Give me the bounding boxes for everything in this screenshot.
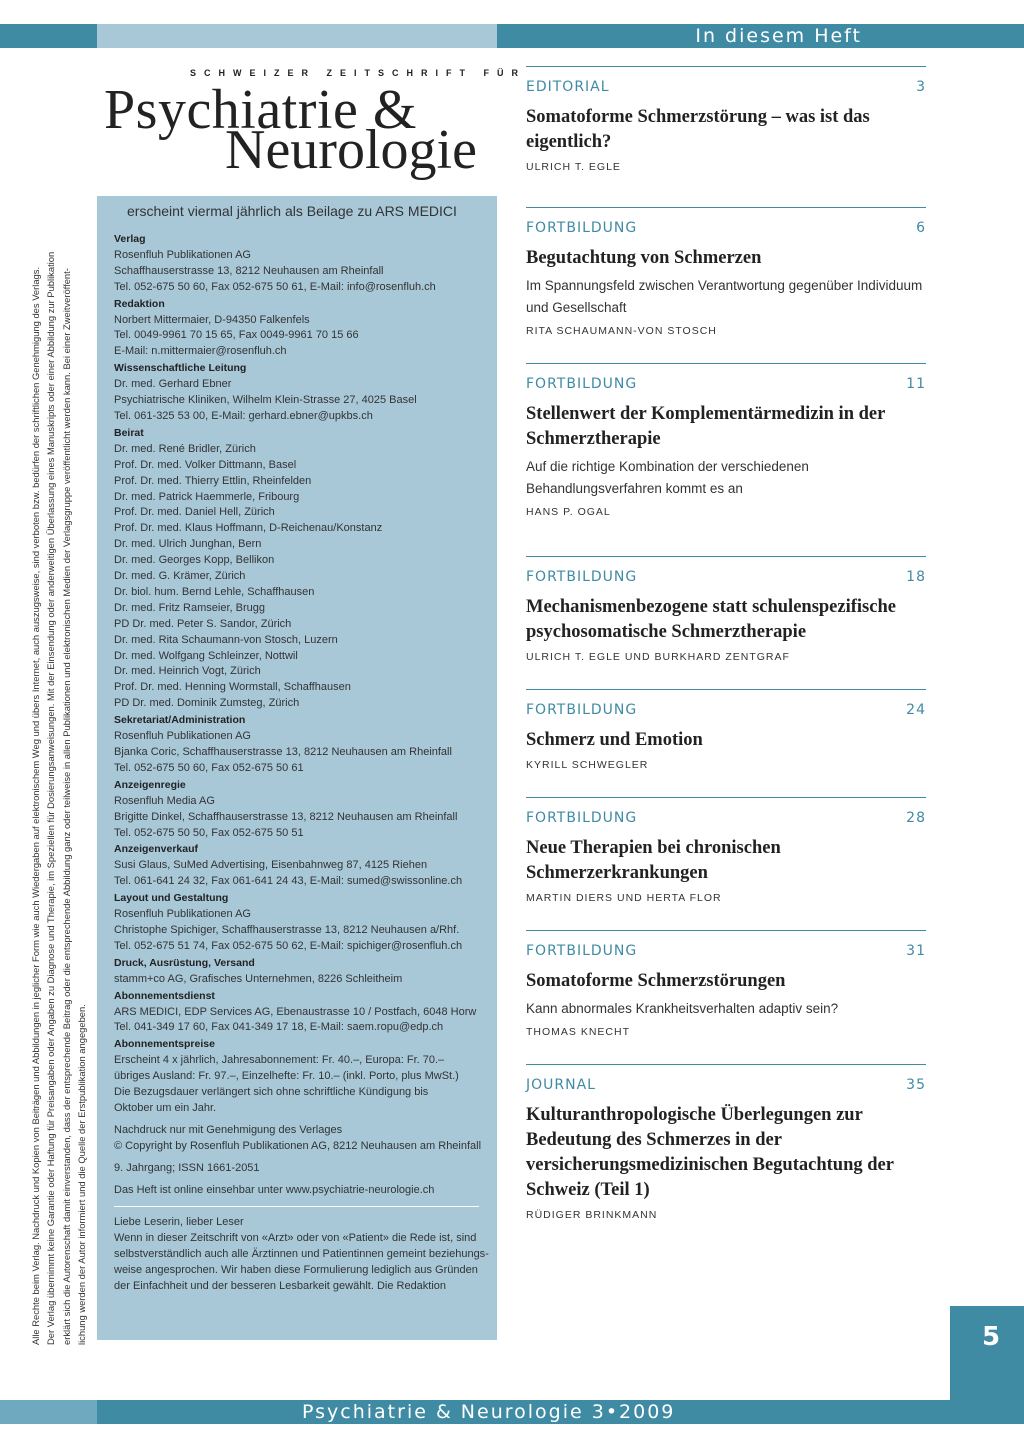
reader-note-line: Wenn in dieser Zeitschrift von «Arzt» oder von «Patient» die Rede ist, sind [114,1232,477,1245]
imprint-heading: Wissenschaftliche Leitung [114,362,247,375]
imprint-line: Brigitte Dinkel, Schaffhauserstrasse 13, 8212 Neuhausen am Rheinfall [114,810,458,823]
imprint-heading: Anzeigenverkauf [114,843,199,856]
imprint-line: Tel. 052-675 51 74, Fax 052-675 50 62, E-Mail: spichiger@rosenfluh.ch [114,939,463,952]
toc-article-subtitle: Auf die richtige Kombination der verschiedenen Behandlungsverfahren kommt es an [526,459,809,496]
legal-line: erklärt sich die Autorenschaft damit einverstanden, dass der entsprechende Beitrag oder die entsprechende Abbildung ganz oder teilweise in allen Publikationen und elektronischen Medien der Verlagsgruppe veröffentlicht werden kann. Bei einer Zweitveröffent- [60,268,72,1345]
toc-article-title: Stellenwert der Komplementärmedizin in der Schmerztherapie [526,404,885,449]
imprint-line: Rosenfluh Publikationen AG [114,730,251,743]
imprint-heading: Druck, Ausrüstung, Versand [114,956,255,969]
toc-entry[interactable] [526,363,926,518]
toc-article-title: Neue Therapien bei chronischen Schmerzerkrankungen [526,838,781,883]
imprint-line: Dr. med. G. Krämer, Zürich [114,570,246,583]
imprint-line: Dr. med. Georges Kopp, Bellikon [114,554,275,567]
imprint-heading: Abonnementspreise [114,1038,215,1051]
toc-page-number: 11 [906,376,926,392]
imprint-heading: Verlag [114,233,146,245]
imprint-line: Schaffhauserstrasse 13, 8212 Neuhausen am Rheinfall [114,264,384,277]
imprint-line: PD Dr. med. Peter S. Sandor, Zürich [114,617,292,630]
toc-entry-header [526,376,926,392]
imprint-line: PD Dr. med. Dominik Zumsteg, Zürich [114,697,300,710]
toc-page-number: 3 [916,79,926,95]
imprint-divider [114,1206,479,1207]
imprint-line: Christophe Spichiger, Schaffhauserstrasse 13, 8212 Neuhausen a/Rhf. [114,923,460,936]
imprint-line: Dr. med. Patrick Haemmerle, Fribourg [114,490,300,503]
imprint-line: Psychiatrische Kliniken, Wilhelm Klein-Strasse 27, 4025 Basel [114,394,417,407]
imprint-line: Prof. Dr. med. Thierry Ettlin, Rheinfelden [114,474,312,487]
imprint-line: Prof. Dr. med. Volker Dittmann, Basel [114,458,297,471]
toc-category: FORTBILDUNG [526,569,638,585]
reader-note-line: der Einfachheit und der besseren Lesbarkeit gewählt. Die Redaktion [114,1280,447,1293]
imprint-line: Tel. 052-675 50 50, Fax 052-675 50 51 [114,826,304,839]
toc-entry-header [526,220,926,236]
toc-article-author: THOMAS KNECHT [526,1026,631,1038]
imprint-line: Tel. 061-325 53 00, E-Mail: gerhard.ebner@upkbs.ch [114,409,373,422]
toc-entry[interactable] [526,1064,926,1221]
page-number: 5 [982,1322,1001,1352]
imprint-line: Dr. med. Gerhard Ebner [114,378,232,391]
imprint-heading: Sekretariat/Administration [114,714,246,727]
toc-entry-header [526,702,926,718]
toc-article-subtitle: Im Spannungsfeld zwischen Verantwortung gegenüber Individuum und Gesellschaft [526,278,923,315]
reader-note-line: Liebe Leserin, lieber Leser [114,1216,244,1229]
imprint-intro: erscheint viermal jährlich als Beilage zu ARS MEDICI [127,203,457,219]
imprint-note: 9. Jahrgang; ISSN 1661-2051 [114,1161,260,1174]
toc-category: FORTBILDUNG [526,702,638,718]
imprint-line: Rosenfluh Media AG [114,794,215,807]
table-of-contents [526,66,926,1221]
toc-entry-header [526,569,926,585]
imprint-heading: Redaktion [114,297,165,310]
toc-page-number: 24 [906,702,926,718]
toc-article-author: ULRICH T. EGLE UND BURKHARD ZENTGRAF [526,651,790,663]
toc-page-number: 35 [906,1077,926,1093]
legal-line: Der Verlag übernimmt keine Garantie oder Haftung für Preisangaben oder Angaben zu Diagnose und Therapie, im Speziellen für Dosierungsanweisungen. Mit der Einsendung oder anderweitigen Überlassung eines Manuskripts oder einer Abbildung zur Publikation [45,251,57,1345]
toc-entry-header [526,943,926,959]
imprint-line: Prof. Dr. med. Henning Wormstall, Schaffhausen [114,681,351,694]
imprint-line: Dr. biol. hum. Bernd Lehle, Schaffhausen [114,585,315,598]
imprint-line: Dr. med. Rita Schaumann-von Stosch, Luzern [114,633,338,646]
imprint-line: Prof. Dr. med. Daniel Hell, Zürich [114,506,275,519]
imprint-line: stamm+co AG, Grafisches Unternehmen, 8226 Schleitheim [114,972,403,985]
imprint-heading: Beirat [114,426,144,439]
toc-article-subtitle: Kann abnormales Krankheitsverhalten adaptiv sein? [526,1001,839,1016]
toc-entry[interactable] [526,689,926,771]
legal-notice [28,195,90,1345]
toc-article-title: Mechanismenbezogene statt schulenspezifische psychosomatische Schmerztherapie [526,597,896,642]
imprint-line: Dr. med. Heinrich Vogt, Zürich [114,665,261,678]
toc-entry-header [526,810,926,826]
imprint-line: Tel. 052-675 50 60, Fax 052-675 50 61 [114,761,304,774]
imprint-line: Rosenfluh Publikationen AG [114,908,251,921]
toc-category: EDITORIAL [526,79,610,95]
toc-entry[interactable] [526,207,926,337]
toc-article-title: Somatoforme Schmerzstörung – was ist das eigentlich? [526,107,870,152]
imprint-line: Tel. 061-641 24 32, Fax 061-641 24 43, E-Mail: sumed@swissonline.ch [114,875,463,888]
legal-line: lichung werden der Autor informiert und die Quelle der Erstpublikation angegeben. [76,1004,88,1345]
toc-entry-header [526,79,926,95]
toc-article-title: Somatoforme Schmerzstörungen [526,971,786,991]
imprint-line: übriges Ausland: Fr. 97.–, Einzelhefte: Fr. 10.– (inkl. Porto, plus MwSt.) [114,1070,459,1083]
toc-page-number: 31 [906,943,926,959]
toc-article-title: Begutachtung von Schmerzen [526,248,762,268]
imprint-line: Dr. med. Fritz Ramseier, Brugg [114,601,265,614]
imprint-line: Dr. med. Ulrich Junghan, Bern [114,538,262,551]
toc-article-author: RITA SCHAUMANN-VON STOSCH [526,325,717,337]
section-title: In diesem Heft [695,25,862,47]
imprint-line: Susi Glaus, SuMed Advertising, Eisenbahnweg 87, 4125 Riehen [114,859,428,872]
toc-article-title: Schmerz und Emotion [526,730,703,750]
imprint-line: Bjanka Coric, Schaffhauserstrasse 13, 8212 Neuhausen am Rheinfall [114,746,452,758]
imprint-line: Norbert Mittermaier, D-94350 Falkenfels [114,313,310,326]
imprint-heading: Anzeigenregie [114,778,186,791]
toc-entry-header [526,1077,926,1093]
imprint-line: E-Mail: n.mittermaier@rosenfluh.ch [114,345,287,358]
toc-entry[interactable] [526,797,926,904]
toc-page-number: 6 [916,220,926,236]
toc-category: FORTBILDUNG [526,376,638,392]
imprint-line: ARS MEDICI, EDP Services AG, Ebenaustrasse 10 / Postfach, 6048 Horw [114,1005,477,1018]
toc-article-author: RÜDIGER BRINKMANN [526,1209,658,1221]
page-number-tab [950,1306,1024,1400]
imprint-heading: Abonnementsdienst [114,989,215,1002]
imprint-line: Dr. med. Wolfgang Schleinzer, Nottwil [114,649,298,662]
imprint-line: Rosenfluh Publikationen AG [114,248,251,261]
toc-article-author: HANS P. OGAL [526,506,611,518]
reader-note-line: selbstverständlich auch alle Ärztinnen und Patientinnen gemeint beziehungs- [114,1248,489,1261]
toc-entry[interactable] [526,930,926,1038]
toc-category: FORTBILDUNG [526,943,638,959]
imprint-note: Nachdruck nur mit Genehmigung des Verlages [114,1123,343,1136]
imprint-note: © Copyright by Rosenfluh Publikationen AG, 8212 Neuhausen am Rheinfall [114,1139,482,1152]
toc-page-number: 28 [906,810,926,826]
toc-article-author: MARTIN DIERS UND HERTA FLOR [526,892,722,904]
masthead-overline: SCHWEIZER ZEITSCHRIFT FÜR [190,68,526,78]
footer-journal-title: Psychiatrie & Neurologie 3•2009 [302,1401,676,1423]
footer-corner-block [0,1400,97,1424]
imprint-line: Prof. Dr. med. Klaus Hoffmann, D-Reichenau/Konstanz [114,522,383,535]
top-corner-block [0,24,97,48]
reader-note-line: weise angesprochen. Wir haben diese Formulierung lediglich aus Gründen [114,1264,478,1277]
imprint-line: Tel. 0049-9961 70 15 65, Fax 0049-9961 70 15 66 [114,329,359,342]
masthead-title-line1: Psychiatrie & [104,79,417,141]
toc-article-author: ULRICH T. EGLE [526,161,621,173]
toc-entry[interactable] [526,556,926,663]
imprint-line: Dr. med. René Bridler, Zürich [114,442,256,455]
imprint-note: Das Heft ist online einsehbar unter www.psychiatrie-neurologie.ch [114,1183,435,1196]
imprint-line: Erscheint 4 x jährlich, Jahresabonnement: Fr. 40.–, Europa: Fr. 70.– [114,1054,445,1067]
imprint-line: Die Bezugsdauer verlängert sich ohne schriftliche Kündigung bis [114,1086,429,1099]
section-header-bar [497,24,1024,48]
toc-article-author: KYRILL SCHWEGLER [526,759,649,771]
toc-article-title: Kulturanthropologische Überlegungen zur Bedeutung des Schmerzes in der versicherungsmedizinischen Begutachtung der Schweiz (Teil 1) [526,1105,894,1200]
imprint-line: Oktober um ein Jahr. [114,1101,217,1114]
legal-line: Alle Rechte beim Verlag. Nachdruck und Kopien von Beiträgen und Abbildungen in jeglicher Form wie auch Wiedergaben auf elektronischem Weg und übers Internet, auch auszugsweise, sind verboten bzw. bedürfen der schriftlichen Genehmigung des Verlags. [30,266,41,1345]
masthead-title-line2: Neurologie [225,119,477,181]
toc-page-number: 18 [906,569,926,585]
imprint-line: Tel. 041-349 17 60, Fax 041-349 17 18, E-Mail: saem.ropu@edp.ch [114,1021,444,1034]
toc-category: JOURNAL [526,1077,596,1093]
toc-category: FORTBILDUNG [526,220,638,236]
toc-entry[interactable] [526,66,926,173]
imprint-list [114,231,494,1295]
imprint-heading: Layout und Gestaltung [114,892,229,905]
imprint-line: Tel. 052-675 50 60, Fax 052-675 50 61, E-Mail: info@rosenfluh.ch [114,280,436,293]
toc-category: FORTBILDUNG [526,810,638,826]
